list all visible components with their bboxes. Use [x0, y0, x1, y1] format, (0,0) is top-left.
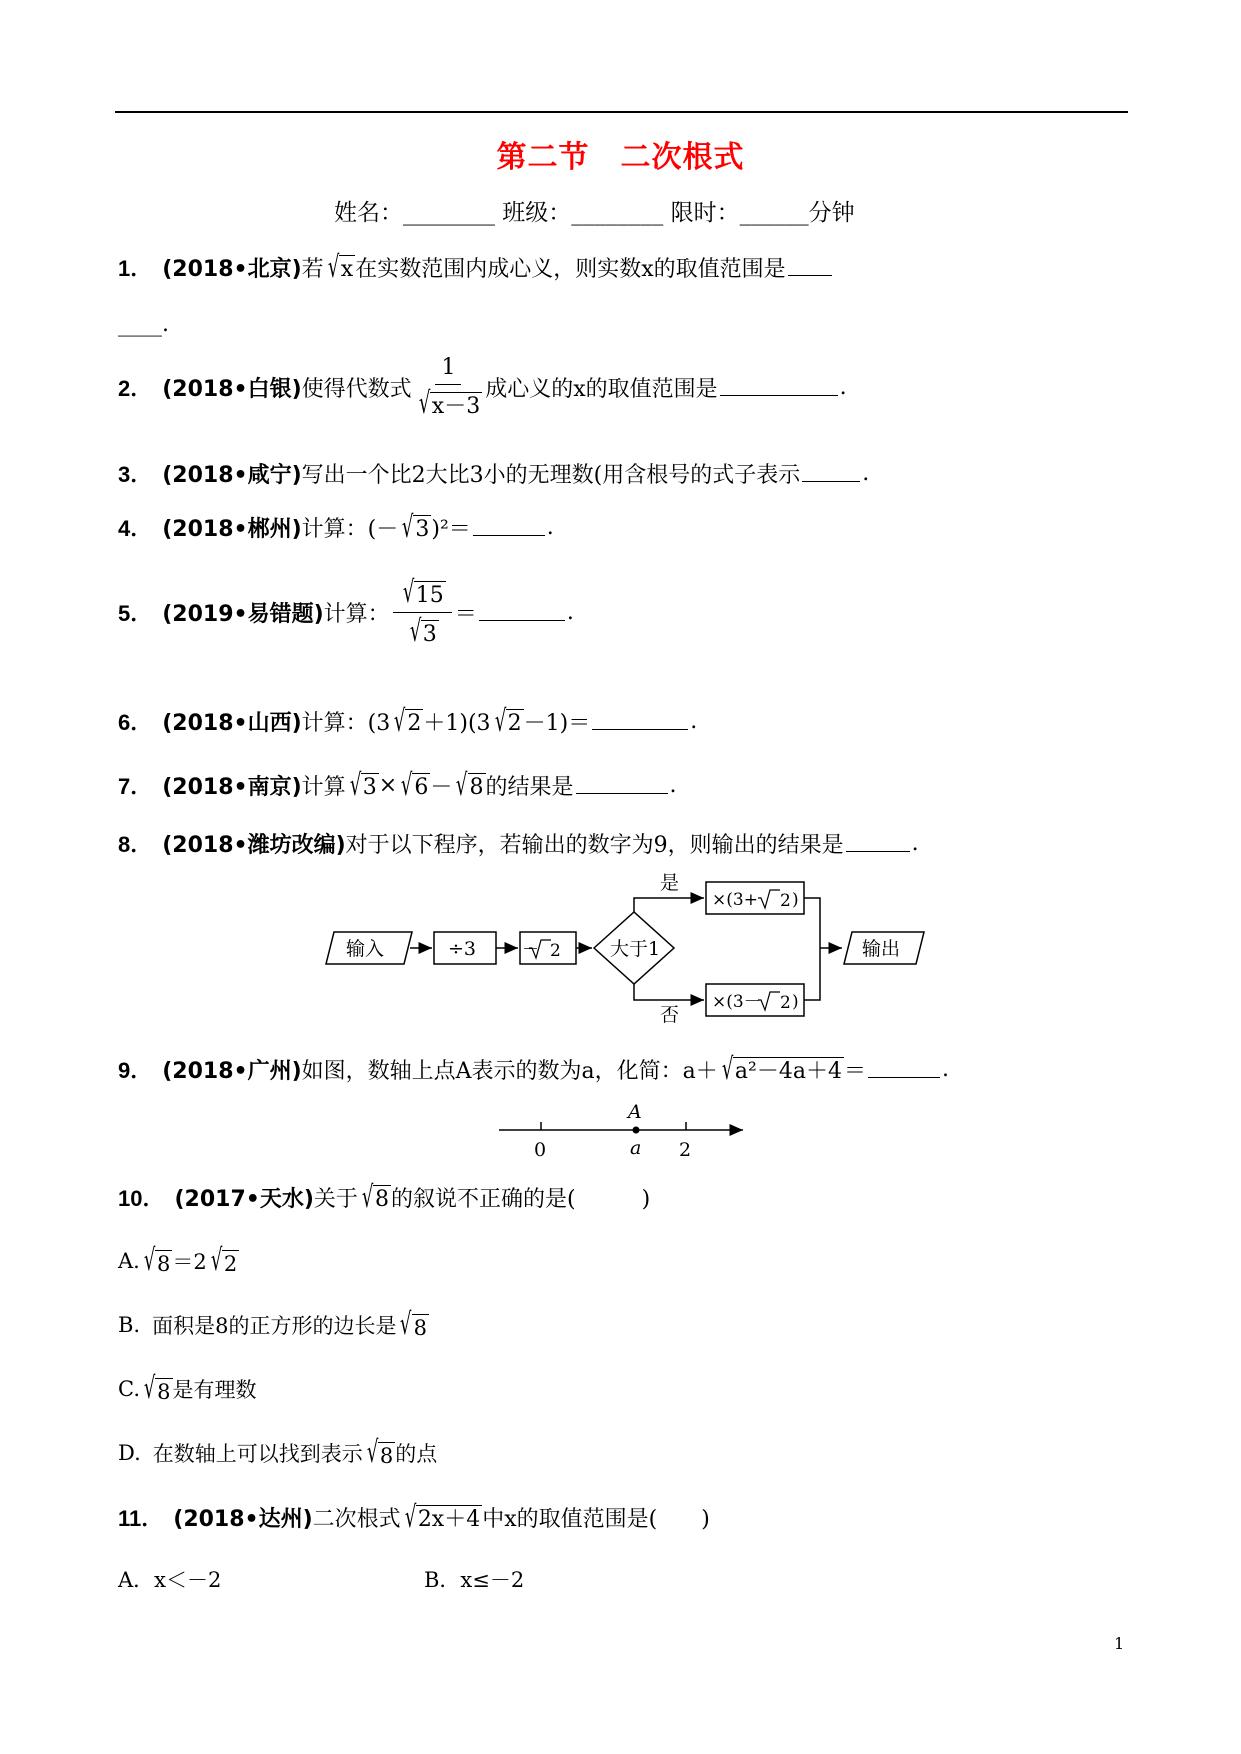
option-key: B. — [118, 1313, 141, 1337]
yes-branch-arrow — [634, 898, 704, 912]
question-text: ＝ — [843, 1059, 866, 1084]
option-a[interactable] — [118, 1243, 239, 1278]
question-source: (2018•白银) — [162, 376, 302, 402]
no-branch-arrow — [634, 984, 704, 1000]
point-a — [633, 1127, 640, 1134]
sqrt-expression: √ 3 — [349, 767, 377, 803]
answer-blank[interactable] — [592, 713, 688, 730]
flow-condition-label: 大于1 — [610, 938, 661, 960]
radicand: 8 — [156, 1251, 171, 1276]
question-number: 6． — [118, 710, 153, 735]
sqrt-expression: √ 3 — [402, 509, 430, 545]
number-line — [495, 1100, 755, 1164]
question-source: (2018•北京) — [162, 257, 302, 282]
option-text: 的点 — [395, 1442, 438, 1466]
fraction — [415, 355, 483, 419]
sqrt-expression: √ x — [327, 249, 354, 285]
radicand: 8 — [413, 1315, 427, 1340]
label-2: 2 — [679, 1139, 692, 1161]
question-text: 的结果是 — [485, 775, 574, 800]
question-text: － — [430, 775, 453, 800]
radicand: x — [340, 257, 354, 283]
question-source: (2018•郴州) — [162, 517, 302, 542]
question-text: 计算：(3 — [301, 711, 391, 736]
radicand: 8 — [469, 775, 484, 801]
period: . — [566, 600, 574, 625]
question-text: ＝ — [454, 602, 477, 627]
flow-no-label: 否 — [660, 1004, 680, 1024]
period: . — [669, 773, 677, 798]
question-text: 计算 — [301, 775, 346, 800]
point-a-label: A — [628, 1101, 642, 1123]
sqrt-expression: √ 8 — [400, 1307, 427, 1342]
question-2 — [118, 355, 847, 419]
question-number: 5． — [118, 601, 153, 626]
question-text: 计算： — [323, 602, 390, 627]
question-number: 3． — [118, 462, 153, 487]
question-text: 如图，数轴上点A表示的数为a，化简：a＋ — [301, 1059, 718, 1084]
flow-no-box-close: ) — [792, 992, 799, 1012]
sqrt-sign — [758, 992, 780, 1010]
question-text: 写出一个比2大比3小的无理数(用含根号的式子表示 — [301, 463, 801, 488]
sqrt-expression: √ 8 — [456, 767, 484, 803]
radicand: 8 — [375, 1187, 390, 1213]
numerator: 1 — [435, 355, 461, 385]
section-title: 第二节 二次根式 — [496, 140, 745, 175]
option-d[interactable] — [118, 1435, 438, 1470]
sqrt-expression: √ 3 — [409, 614, 437, 649]
radicand: 2 — [223, 1251, 238, 1276]
merge-connector — [804, 898, 820, 1000]
answer-blank[interactable] — [473, 519, 545, 536]
page-number: 1 — [1114, 1634, 1125, 1653]
option-key: C. — [118, 1377, 140, 1401]
answer-blank[interactable] — [802, 465, 860, 482]
radicand: 8 — [379, 1443, 394, 1468]
sqrt-expression: √ 6 — [401, 767, 429, 803]
question-4 — [118, 509, 554, 545]
answer-blank[interactable] — [720, 379, 838, 396]
answer-blank[interactable] — [788, 259, 832, 276]
question-text: ＋1)(3 — [423, 711, 491, 736]
question-5 — [118, 575, 574, 649]
student-info-line: 姓名：________ 班级：________ 限时：______分钟 — [334, 200, 855, 226]
question-text: 使得代数式 — [301, 376, 412, 402]
question-text: 对于以下程序，若输出的数字为9，则输出的结果是 — [345, 833, 844, 858]
question-text: 成心义的x的取值范围是 — [485, 376, 718, 402]
question-text: 计算：(－ — [301, 517, 399, 542]
option-c[interactable] — [118, 1371, 257, 1406]
option-key: A. — [118, 1249, 140, 1273]
period: . — [546, 515, 554, 540]
radicand: 3 — [422, 621, 437, 647]
flow-no-box-radicand: 2 — [780, 993, 791, 1013]
question-number: 9． — [118, 1058, 153, 1083]
question-3 — [118, 458, 869, 489]
option-b[interactable]: B．x≤－2 — [424, 1568, 525, 1592]
sqrt-expression: √ 8 — [143, 1243, 171, 1278]
flow-minus-radicand: 2 — [550, 941, 561, 961]
question-source: (2018•潍坊改编) — [162, 833, 346, 858]
question-text: 二次根式 — [312, 1507, 401, 1532]
question-text: × — [378, 773, 398, 798]
question-text: 关于 — [313, 1187, 358, 1212]
question-7 — [118, 767, 677, 803]
question-source: (2018•达州) — [173, 1507, 313, 1532]
radicand: 2 — [507, 711, 522, 737]
question-10 — [118, 1179, 651, 1215]
question-text: 的叙说不正确的是( ) — [391, 1187, 651, 1212]
question-source: (2019•易错题) — [162, 602, 324, 627]
option-key: D. — [118, 1441, 141, 1465]
answer-blank[interactable] — [868, 1061, 940, 1078]
label-a: a — [630, 1137, 642, 1159]
option-text: 在数轴上可以找到表示 — [152, 1442, 363, 1466]
answer-blank[interactable] — [479, 604, 565, 621]
question-number: 10． — [118, 1186, 165, 1211]
option-text: 面积是8的正方形的边长是 — [152, 1314, 397, 1338]
radicand: x－3 — [431, 393, 481, 419]
question-number: 4． — [118, 516, 153, 541]
question-number: 8． — [118, 832, 153, 857]
fraction — [393, 575, 452, 649]
sqrt-sign — [758, 890, 780, 908]
flow-minus-sign: － — [522, 940, 539, 960]
question-number: 11． — [118, 1506, 164, 1531]
sqrt-expression: √ 2x＋4 — [404, 1499, 481, 1535]
radicand: 6 — [414, 775, 429, 801]
radicand: 8 — [157, 1379, 171, 1404]
question-source: (2018•山西) — [162, 711, 302, 736]
question-1-continuation — [118, 312, 169, 337]
program-flowchart — [320, 864, 940, 1024]
question-text: －1)＝ — [523, 711, 591, 736]
flow-no-box-label: ×(3－ — [712, 992, 761, 1012]
sqrt-expression: √ 8 — [143, 1371, 171, 1406]
question-source: (2018•南京) — [162, 775, 302, 800]
question-1 — [118, 249, 834, 285]
question-number: 1． — [118, 256, 153, 281]
flow-yes-box-close: ) — [792, 890, 799, 910]
question-text: 在实数范围内成心义，则实数x的取值范围是 — [355, 257, 786, 282]
question-11 — [118, 1499, 710, 1535]
radicand: 2x＋4 — [417, 1507, 481, 1533]
answer-blank[interactable] — [576, 777, 668, 794]
option-text: 是有理数 — [172, 1378, 257, 1402]
radicand: 2 — [407, 711, 422, 737]
flow-yes-box-radicand: 2 — [780, 891, 791, 911]
question-8 — [118, 828, 919, 859]
option-a[interactable]: A．x＜－2 — [118, 1568, 222, 1592]
question-text: 若 — [301, 257, 324, 282]
sqrt-expression: √ 2 — [210, 1243, 238, 1278]
question-6 — [118, 703, 698, 739]
sqrt-expression: √ 8 — [366, 1435, 394, 1470]
question-source: (2018•咸宁) — [162, 463, 302, 488]
period: . — [862, 461, 870, 486]
flow-yes-box-label: ×(3+ — [712, 890, 758, 910]
option-b[interactable] — [118, 1307, 429, 1342]
answer-blank-continued: ____. — [118, 312, 169, 337]
question-source: (2017•天水) — [174, 1187, 314, 1212]
question-number: 7． — [118, 774, 153, 799]
question-text: )²＝ — [431, 517, 471, 542]
radicand: 3 — [415, 517, 430, 543]
label-0: 0 — [534, 1139, 547, 1161]
sqrt-expression: √ 2 — [494, 703, 522, 739]
radicand: 15 — [415, 582, 444, 608]
radicand: a²－4a＋4 — [734, 1059, 842, 1085]
sqrt-expression: √ 15 — [402, 575, 444, 610]
period: . — [839, 374, 847, 400]
flow-yes-label: 是 — [660, 872, 680, 894]
flow-divide-label: ÷3 — [448, 938, 477, 960]
flow-input-label: 输入 — [346, 938, 385, 960]
sqrt-expression: √ x－3 — [418, 386, 481, 421]
period: . — [941, 1057, 949, 1082]
sqrt-expression: √ a²－4a＋4 — [721, 1051, 842, 1087]
sqrt-expression: √ 2 — [394, 703, 422, 739]
period: . — [690, 709, 698, 734]
question-text: 中x的取值范围是( ) — [482, 1507, 710, 1532]
question-source: (2018•广州) — [162, 1059, 302, 1084]
top-rule — [115, 111, 1128, 113]
radicand: 3 — [362, 775, 377, 801]
answer-blank[interactable] — [846, 835, 910, 852]
option-text: ＝2 — [172, 1250, 207, 1274]
question-number: 2． — [118, 375, 153, 401]
sqrt-expression: √ 8 — [361, 1179, 390, 1215]
question-9 — [118, 1051, 949, 1087]
flow-output-label: 输出 — [862, 938, 901, 960]
period: . — [911, 831, 919, 856]
